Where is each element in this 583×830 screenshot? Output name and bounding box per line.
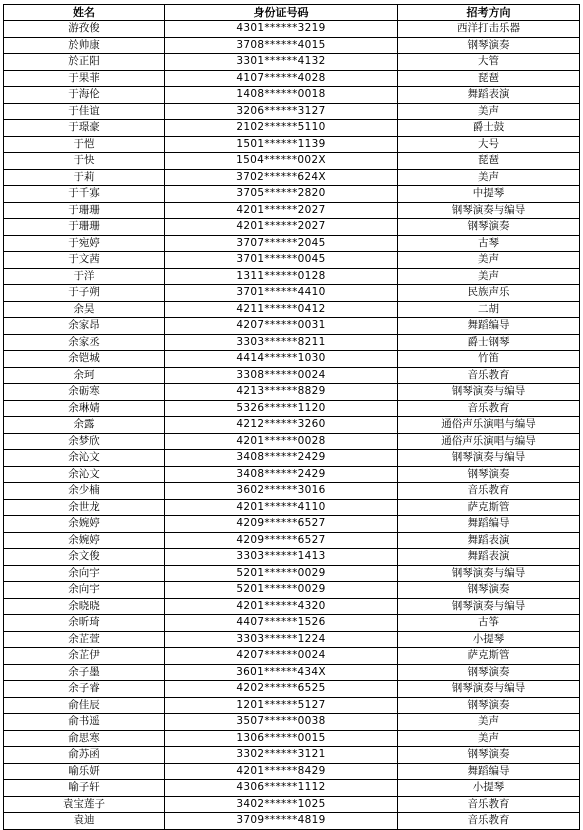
table-row [4,532,580,549]
cell-exam-direction: 舞蹈编导 [398,318,580,335]
table-row [4,252,580,269]
cell-exam-direction: 钢琴演奏 [398,466,580,483]
cell-id-number: 3408******2429 [165,450,398,467]
cell-name: 于莉 [4,169,165,186]
table-row [4,235,580,252]
cell-id-number: 3303******8211 [165,334,398,351]
cell-id-number: 4414******1030 [165,351,398,368]
cell-exam-direction: 爵士钢琴 [398,334,580,351]
table-row [4,483,580,500]
table-row [4,384,580,401]
cell-name: 于珊珊 [4,202,165,219]
header-row [4,5,580,21]
cell-name: 于文茜 [4,252,165,269]
cell-id-number: 3301******4132 [165,54,398,71]
cell-exam-direction: 大号 [398,136,580,153]
cell-name: 余铠城 [4,351,165,368]
cell-exam-direction: 美声 [398,714,580,731]
cell-id-number: 3303******1224 [165,631,398,648]
table-row [4,796,580,813]
cell-exam-direction: 通俗声乐演唱与编导 [398,417,580,434]
cell-exam-direction: 钢琴演奏与编导 [398,598,580,615]
cell-name: 于佳谊 [4,103,165,120]
cell-name: 余昕琦 [4,615,165,632]
cell-id-number: 3507******0038 [165,714,398,731]
cell-name: 俞苏函 [4,747,165,764]
table-row [4,334,580,351]
cell-id-number: 3402******1025 [165,796,398,813]
cell-exam-direction: 钢琴演奏 [398,219,580,236]
cell-name: 俞思寒 [4,730,165,747]
cell-id-number: 4306******1112 [165,780,398,797]
table-row [4,351,580,368]
cell-name: 余向宇 [4,565,165,582]
cell-exam-direction: 爵士鼓 [398,120,580,137]
cell-name: 余珂 [4,367,165,384]
cell-name: 于恺 [4,136,165,153]
cell-exam-direction: 大管 [398,54,580,71]
cell-exam-direction: 萨克斯管 [398,499,580,516]
cell-id-number: 4212******3260 [165,417,398,434]
table-row [4,433,580,450]
cell-name: 余子墨 [4,664,165,681]
cell-exam-direction: 钢琴演奏与编导 [398,681,580,698]
cell-exam-direction: 古琴 [398,235,580,252]
cell-id-number: 1306******0015 [165,730,398,747]
cell-name: 余芷伊 [4,648,165,665]
table-row [4,549,580,566]
cell-name: 余家丞 [4,334,165,351]
table-row [4,417,580,434]
cell-name: 于千寡 [4,186,165,203]
table-row [4,747,580,764]
cell-name: 余晓晓 [4,598,165,615]
cell-exam-direction: 美声 [398,268,580,285]
cell-name: 余文俊 [4,549,165,566]
table-row [4,169,580,186]
cell-id-number: 4207******0031 [165,318,398,335]
table-row [4,318,580,335]
cell-id-number: 1408******0018 [165,87,398,104]
table-row [4,153,580,170]
cell-id-number: 1201******5127 [165,697,398,714]
cell-exam-direction: 琵琶 [398,70,580,87]
cell-exam-direction: 竹笛 [398,351,580,368]
cell-name: 袁宝莲子 [4,796,165,813]
table-row [4,763,580,780]
cell-id-number: 4207******0024 [165,648,398,665]
cell-name: 余家昂 [4,318,165,335]
cell-exam-direction: 舞蹈表演 [398,549,580,566]
table-body [4,21,580,830]
cell-name: 余婉婷 [4,516,165,533]
cell-id-number: 3709******4819 [165,813,398,830]
cell-exam-direction: 民族声乐 [398,285,580,302]
cell-id-number: 3701******4410 [165,285,398,302]
table-row [4,37,580,54]
cell-exam-direction: 音乐教育 [398,367,580,384]
cell-exam-direction: 美声 [398,252,580,269]
cell-name: 俞书遥 [4,714,165,731]
table-row [4,499,580,516]
cell-id-number: 5326******1120 [165,400,398,417]
cell-id-number: 3705******2820 [165,186,398,203]
cell-name: 喻子轩 [4,780,165,797]
candidate-table [3,4,580,830]
cell-exam-direction: 钢琴演奏 [398,37,580,54]
cell-id-number: 4209******6527 [165,516,398,533]
cell-id-number: 4201******2027 [165,202,398,219]
table-row [4,120,580,137]
cell-exam-direction: 音乐教育 [398,400,580,417]
table-row [4,780,580,797]
cell-name: 喻乐妍 [4,763,165,780]
table-row [4,268,580,285]
cell-exam-direction: 舞蹈编导 [398,763,580,780]
cell-exam-direction: 萨克斯管 [398,648,580,665]
cell-name: 于洋 [4,268,165,285]
cell-name: 余砺寒 [4,384,165,401]
cell-exam-direction: 钢琴演奏与编导 [398,384,580,401]
table-row [4,466,580,483]
cell-id-number: 4201******4320 [165,598,398,615]
cell-id-number: 1501******1139 [165,136,398,153]
table-row [4,54,580,71]
cell-exam-direction: 二胡 [398,301,580,318]
table-row [4,367,580,384]
cell-exam-direction: 钢琴演奏 [398,747,580,764]
header-exam-direction: 招考方向 [398,5,580,21]
table-row [4,70,580,87]
cell-name: 于珊珊 [4,219,165,236]
cell-id-number: 3707******2045 [165,235,398,252]
cell-id-number: 3701******0045 [165,252,398,269]
cell-name: 余婉婷 [4,532,165,549]
cell-exam-direction: 音乐教育 [398,483,580,500]
cell-id-number: 5201******0029 [165,565,398,582]
cell-name: 俞佳辰 [4,697,165,714]
cell-exam-direction: 小提琴 [398,631,580,648]
cell-id-number: 2102******5110 [165,120,398,137]
cell-name: 于快 [4,153,165,170]
table-row [4,186,580,203]
cell-name: 余沁文 [4,466,165,483]
table-row [4,285,580,302]
cell-id-number: 4107******4028 [165,70,398,87]
cell-id-number: 4407******1526 [165,615,398,632]
cell-id-number: 1504******002X [165,153,398,170]
cell-exam-direction: 琵琶 [398,153,580,170]
table-row [4,136,580,153]
cell-name: 余芷萱 [4,631,165,648]
cell-id-number: 3702******624X [165,169,398,186]
cell-name: 余琳婧 [4,400,165,417]
cell-id-number: 4202******6525 [165,681,398,698]
cell-exam-direction: 钢琴演奏与编导 [398,450,580,467]
cell-id-number: 3601******434X [165,664,398,681]
cell-id-number: 4213******8829 [165,384,398,401]
cell-name: 余向宇 [4,582,165,599]
table-row [4,730,580,747]
cell-name: 余少楠 [4,483,165,500]
cell-name: 余子睿 [4,681,165,698]
cell-exam-direction: 通俗声乐演唱与编导 [398,433,580,450]
cell-exam-direction: 钢琴演奏 [398,582,580,599]
cell-name: 余露 [4,417,165,434]
cell-exam-direction: 美声 [398,730,580,747]
table-row [4,648,580,665]
cell-id-number: 3206******3127 [165,103,398,120]
cell-exam-direction: 钢琴演奏与编导 [398,202,580,219]
header-id-number: 身份证号码 [165,5,398,21]
table-row [4,450,580,467]
cell-id-number: 4201******4110 [165,499,398,516]
cell-exam-direction: 美声 [398,169,580,186]
table-row [4,103,580,120]
cell-id-number: 3302******3121 [165,747,398,764]
cell-name: 余梦欣 [4,433,165,450]
header-name: 姓名 [4,5,165,21]
cell-id-number: 4209******6527 [165,532,398,549]
table-row [4,697,580,714]
cell-id-number: 3602******3016 [165,483,398,500]
cell-exam-direction: 中提琴 [398,186,580,203]
cell-id-number: 4201******0028 [165,433,398,450]
cell-exam-direction: 美声 [398,103,580,120]
table-row [4,87,580,104]
cell-exam-direction: 西洋打击乐器 [398,21,580,38]
table-row [4,631,580,648]
cell-id-number: 3408******2429 [165,466,398,483]
cell-exam-direction: 钢琴演奏 [398,697,580,714]
cell-name: 于璟豪 [4,120,165,137]
table-row [4,516,580,533]
cell-exam-direction: 舞蹈表演 [398,532,580,549]
cell-name: 余昊 [4,301,165,318]
cell-id-number: 4211******0412 [165,301,398,318]
cell-name: 于海伦 [4,87,165,104]
cell-name: 余世龙 [4,499,165,516]
cell-name: 余沁文 [4,450,165,467]
cell-exam-direction: 钢琴演奏与编导 [398,565,580,582]
table-row [4,598,580,615]
cell-name: 於帅康 [4,37,165,54]
cell-exam-direction: 舞蹈表演 [398,87,580,104]
cell-id-number: 3308******0024 [165,367,398,384]
cell-exam-direction: 舞蹈编导 [398,516,580,533]
cell-id-number: 4301******3219 [165,21,398,38]
cell-exam-direction: 小提琴 [398,780,580,797]
cell-exam-direction: 古筝 [398,615,580,632]
table-row [4,202,580,219]
cell-exam-direction: 音乐教育 [398,796,580,813]
cell-id-number: 4201******2027 [165,219,398,236]
table-row [4,219,580,236]
table-row [4,400,580,417]
cell-name: 於正阳 [4,54,165,71]
cell-name: 于子朔 [4,285,165,302]
table-row [4,615,580,632]
table-row [4,714,580,731]
cell-id-number: 5201******0029 [165,582,398,599]
cell-name: 游孜俊 [4,21,165,38]
cell-name: 于宛婷 [4,235,165,252]
table-row [4,664,580,681]
table-row [4,301,580,318]
table-row [4,582,580,599]
cell-id-number: 1311******0128 [165,268,398,285]
table-row [4,21,580,38]
cell-name: 于果菲 [4,70,165,87]
table-row [4,681,580,698]
cell-name: 袁迪 [4,813,165,830]
cell-id-number: 3708******4015 [165,37,398,54]
cell-id-number: 3303******1413 [165,549,398,566]
cell-exam-direction: 音乐教育 [398,813,580,830]
cell-exam-direction: 钢琴演奏 [398,664,580,681]
cell-id-number: 4201******8429 [165,763,398,780]
table-row [4,565,580,582]
